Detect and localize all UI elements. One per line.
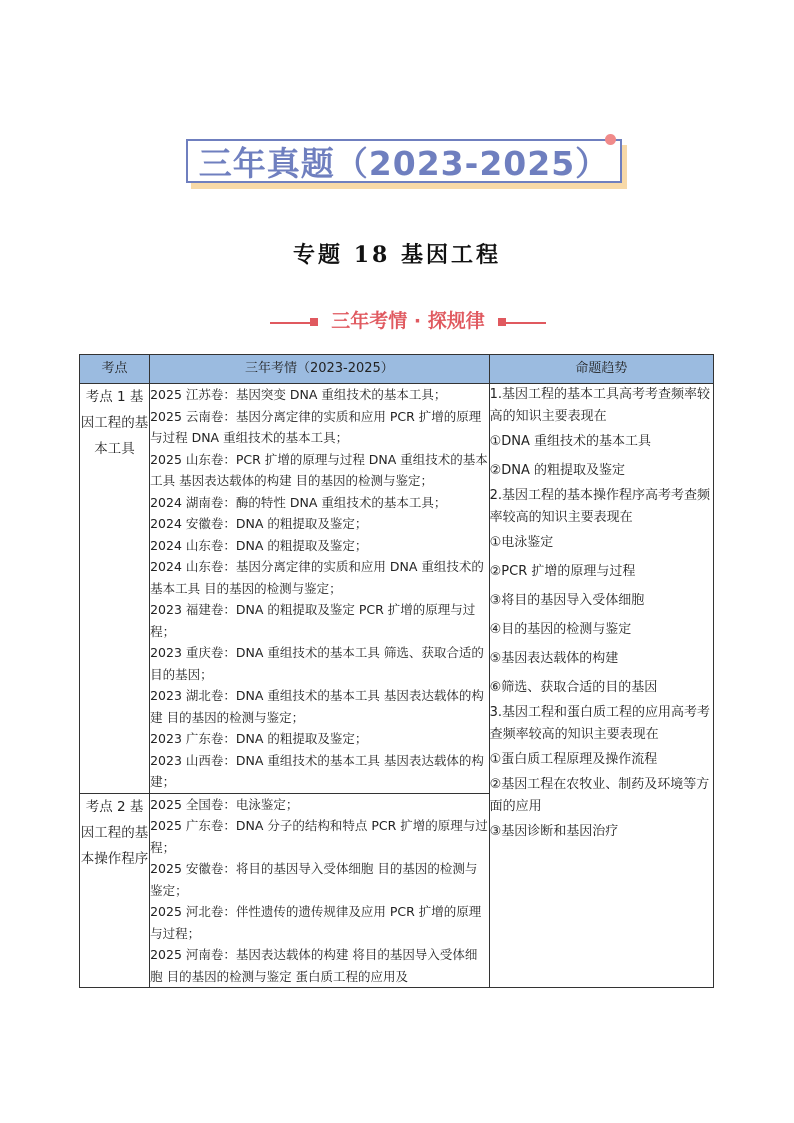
table-row <box>80 384 714 794</box>
heading-square-right <box>498 318 506 326</box>
heading-line-right <box>506 322 546 324</box>
kaoqing-item: 2025 河南卷：基因表达载体的构建 将目的基因导入受体细胞 目的基因的检测与鉴定 蛋白质工程的应用及 <box>150 947 478 984</box>
trend-item: ③基因诊断和基因治疗 <box>489 824 619 839</box>
trend-item: ③将目的基因导入受体细胞 <box>489 593 645 608</box>
trend-intro: 3.基因工程和蛋白质工程的应用高考考查频率较高的知识主要表现在 <box>489 705 711 742</box>
header-kaodian: 考点 <box>80 355 150 384</box>
kaoqing-item: 2024 湖南卷：酶的特性 DNA 重组技术的基本工具； <box>150 494 447 510</box>
section-heading <box>270 306 546 334</box>
title-banner <box>186 139 622 183</box>
trend-item: ②DNA 的粗提取及鉴定 <box>489 463 626 478</box>
kaodian-cell: 考点 1 基因工程的基本工具 <box>80 384 150 794</box>
kaoqing-item: 2025 云南卷：基因分离定律的实质和应用 PCR 扩增的原理与过程 DNA 重组技术的基本工具； <box>150 408 482 445</box>
kaoqing-item: 2025 山东卷：PCR 扩增的原理与过程 DNA 重组技术的基本工具 基因表达载体的构建 目的基因的检测与鉴定； <box>150 451 488 488</box>
trend-item: ②基因工程在农牧业、制药及环境等方面的应用 <box>489 777 710 814</box>
kaoqing-cell <box>150 384 490 794</box>
kaoqing-item: 2024 安徽卷：DNA 的粗提取及鉴定； <box>150 516 368 531</box>
kaoqing-item: 2025 安徽卷：将目的基因导入受体细胞 目的基因的检测与鉴定； <box>150 861 478 898</box>
kaoqing-item: 2024 山东卷：基因分离定律的实质和应用 DNA 重组技术的基本工具 目的基因的检测与鉴定； <box>150 559 484 596</box>
trend-item: ②PCR 扩增的原理与过程 <box>489 564 636 579</box>
table-header-row <box>80 355 714 384</box>
trend-intro: 2.基因工程的基本操作程序高考考查频率较高的知识主要表现在 <box>489 488 711 525</box>
kaoqing-item: 2025 广东卷：DNA 分子的结构和特点 PCR 扩增的原理与过程； <box>150 818 488 855</box>
kaoqing-item: 2023 湖北卷：DNA 重组技术的基本工具 基因表达载体的构建 目的基因的检测与鉴定； <box>150 688 484 725</box>
trend-item: ④目的基因的检测与鉴定 <box>489 622 632 637</box>
exam-analysis-table <box>79 354 714 988</box>
kaodian-cell: 考点 2 基因工程的基本操作程序 <box>80 793 150 988</box>
header-trend: 命题趋势 <box>489 355 713 384</box>
trend-cell <box>489 384 713 988</box>
header-kaoqing: 三年考情（2023-2025） <box>150 355 490 384</box>
trend-item: ①DNA 重组技术的基本工具 <box>489 434 652 449</box>
kaoqing-item: 2023 重庆卷：DNA 重组技术的基本工具 筛选、获取合适的目的基因； <box>150 645 484 682</box>
kaoqing-cell <box>150 793 490 988</box>
kaoqing-item: 2023 山西卷：DNA 重组技术的基本工具 基因表达载体的构建； <box>150 752 484 789</box>
trend-item: ①电泳鉴定 <box>489 535 554 550</box>
kaoqing-item: 2025 江苏卷：基因突变 DNA 重组技术的基本工具； <box>150 387 447 402</box>
subject-title: 专题 18 基因工程 <box>293 242 501 268</box>
kaoqing-item: 2025 河北卷：伴性遗传的遗传规律及应用 PCR 扩增的原理与过程； <box>150 904 482 941</box>
trend-item: ⑤基因表达载体的构建 <box>489 651 619 666</box>
banner-dot-decoration <box>605 134 616 145</box>
section-heading-text: 三年考情 · 探规律 <box>331 310 485 332</box>
kaoqing-item: 2023 福建卷：DNA 的粗提取及鉴定 PCR 扩增的原理与过程； <box>150 602 476 639</box>
trend-intro: 1.基因工程的基本工具高考考查频率较高的知识主要表现在 <box>489 387 711 424</box>
trend-item: ①蛋白质工程原理及操作流程 <box>489 752 658 767</box>
kaoqing-item: 2023 广东卷：DNA 的粗提取及鉴定； <box>150 731 368 746</box>
kaoqing-item: 2024 山东卷：DNA 的粗提取及鉴定； <box>150 537 368 553</box>
banner-title: 三年真题（2023-2025） <box>198 144 610 183</box>
kaoqing-item: 2025 全国卷：电泳鉴定； <box>150 796 299 812</box>
trend-item: ⑥筛选、获取合适的目的基因 <box>489 680 658 695</box>
